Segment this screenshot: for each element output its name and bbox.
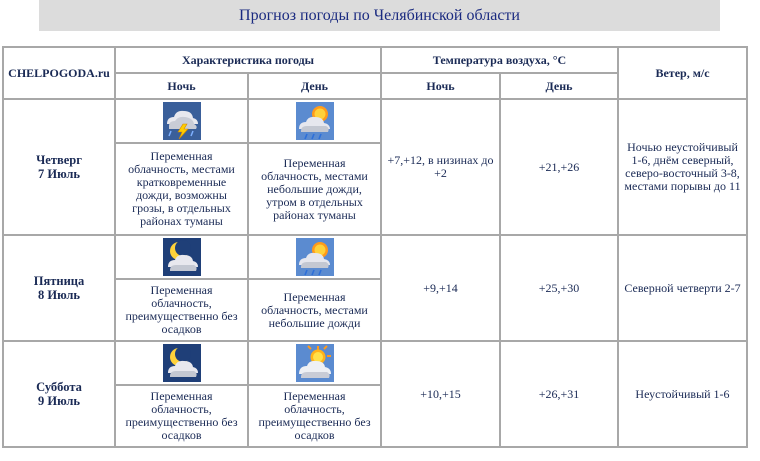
moon-cloudy-icon <box>163 238 201 276</box>
day-label <box>4 342 114 446</box>
day-label <box>4 236 114 340</box>
day-label <box>4 100 114 234</box>
temp-day: +26,+31 <box>501 342 617 446</box>
weekday: Четверг <box>36 153 82 167</box>
date: 7 Июль <box>38 167 80 181</box>
date: 8 Июль <box>38 288 80 302</box>
header-temperature: Температура воздуха, °С <box>382 48 617 72</box>
night-weather-icon-cell <box>116 100 247 142</box>
temp-night: +10,+15 <box>382 342 499 446</box>
weekday: Суббота <box>36 380 82 394</box>
header-night: Ночь <box>116 74 247 98</box>
temp-day: +21,+26 <box>501 100 617 234</box>
wind-forecast: Северной четверти 2-7 <box>619 236 746 340</box>
night-description: Переменная облачность, преимущественно без осадков <box>116 280 247 340</box>
day-description: Переменная облачность, местами небольшие дожди, утром в отдельных районах туманы <box>249 144 380 234</box>
header-wind: Ветер, м/с <box>619 48 746 98</box>
header-temp-night: Ночь <box>382 74 499 98</box>
moon-cloudy-icon <box>163 344 201 382</box>
night-description: Переменная облачность, преимущественно без осадков <box>116 386 247 446</box>
night-description: Переменная облачность, местами кратковременные дожди, возможны грозы, в отдельных районах туманы <box>116 144 247 234</box>
day-weather-icon-cell <box>249 342 380 384</box>
forecast-table <box>2 46 748 448</box>
sun-cloudy-icon <box>296 344 334 382</box>
night-weather-icon-cell <box>116 342 247 384</box>
date: 9 Июль <box>38 394 80 408</box>
wind-forecast: Ночью неустойчивый 1-6, днём северный, северо-восточный 3-8, местами порывы до 11 <box>619 100 746 234</box>
header-temp-day: День <box>501 74 617 98</box>
partly-cloudy-thunderstorm-icon <box>163 102 201 140</box>
temp-day: +25,+30 <box>501 236 617 340</box>
wind-forecast: Неустойчивый 1-6 <box>619 342 746 446</box>
header-day: День <box>249 74 380 98</box>
day-description: Переменная облачность, преимущественно без осадков <box>249 386 380 446</box>
night-weather-icon-cell <box>116 236 247 278</box>
day-weather-icon-cell <box>249 100 380 142</box>
temp-night: +7,+12, в низинах до +2 <box>382 100 499 234</box>
partly-cloudy-rain-icon <box>296 102 334 140</box>
header-characteristic: Характеристика погоды <box>116 48 380 72</box>
brand-label: CHELPOGODA.ru <box>4 48 114 98</box>
day-weather-icon-cell <box>249 236 380 278</box>
temp-night: +9,+14 <box>382 236 499 340</box>
partly-cloudy-rain-icon <box>296 238 334 276</box>
weekday: Пятница <box>33 274 85 288</box>
page-title: Прогноз погоды по Челябинской области <box>39 0 720 31</box>
day-description: Переменная облачность, местами небольшие дожди <box>249 280 380 340</box>
